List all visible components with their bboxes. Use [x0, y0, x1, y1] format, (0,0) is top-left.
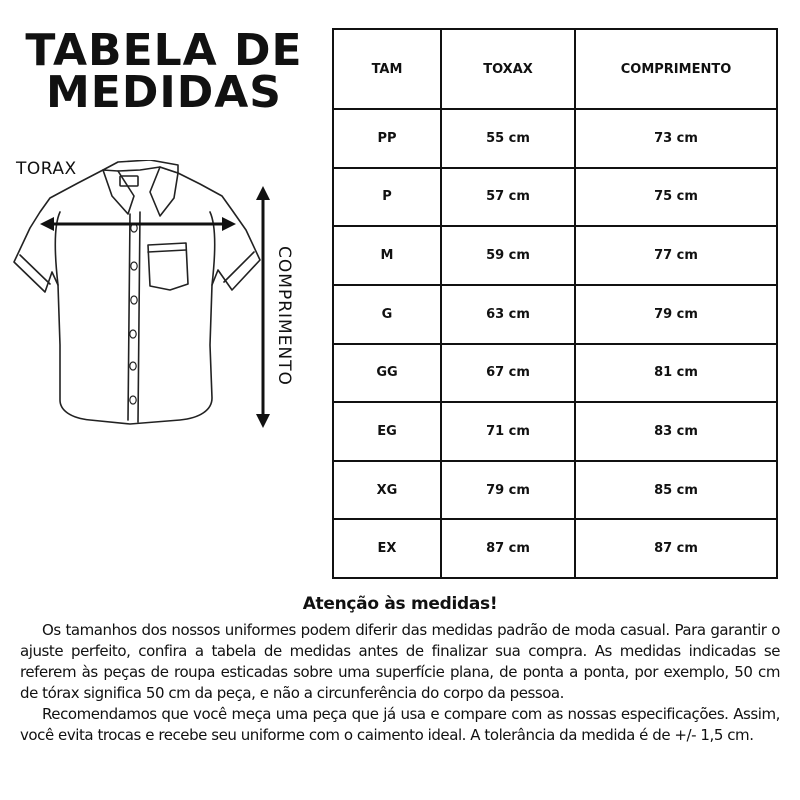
table-row: [333, 461, 777, 520]
cell-torax: 71 cm: [441, 402, 575, 461]
cell-size: XG: [333, 461, 441, 520]
cell-size: EG: [333, 402, 441, 461]
cell-size: PP: [333, 109, 441, 168]
cell-comprimento: 87 cm: [575, 519, 777, 578]
cell-torax: 59 cm: [441, 226, 575, 285]
table-row: [333, 519, 777, 578]
notice-body: [20, 620, 780, 746]
table-row: [333, 402, 777, 461]
cell-torax: 55 cm: [441, 109, 575, 168]
cell-comprimento: 79 cm: [575, 285, 777, 344]
notice-paragraph-2: Recomendamos que você meça uma peça que já usa e compare com as nossas especificações. Assim, você evita trocas e recebe seu uniforme com o caimento ideal. A tolerância da medida é de +/- 1,5 cm.: [20, 705, 780, 744]
comprimento-label: COMPRIMENTO: [274, 246, 294, 386]
cell-size: EX: [333, 519, 441, 578]
notice-title: Atenção às medidas!: [302, 594, 498, 614]
cell-torax: 79 cm: [441, 461, 575, 520]
cell-torax: 57 cm: [441, 168, 575, 227]
cell-comprimento: 81 cm: [575, 344, 777, 403]
table-header-row: [333, 29, 777, 109]
cell-size: P: [333, 168, 441, 227]
shirt-icon: [0, 160, 300, 460]
table-row: [333, 168, 777, 227]
page-title: [14, 25, 314, 118]
title-line-1: TABELA DE: [25, 25, 303, 76]
size-table: [332, 28, 778, 579]
table-row: [333, 285, 777, 344]
torax-label: TORAX: [16, 159, 77, 179]
cell-torax: 63 cm: [441, 285, 575, 344]
title-line-2: MEDIDAS: [45, 67, 282, 118]
cell-torax: 87 cm: [441, 519, 575, 578]
table-row: [333, 109, 777, 168]
table-row: [333, 226, 777, 285]
notice-paragraph-1: Os tamanhos dos nossos uniformes podem diferir das medidas padrão de moda casual. Para garantir o ajuste perfeito, confira a tabela de medidas antes de finalizar sua compra. As medidas indicadas se referem às peças de roupa esticadas sobre uma superfície plana, de ponta a ponta, por exemplo, 50 cm de tórax significa 50 cm da peça, e não a circunferência do corpo da pessoa.: [20, 621, 780, 702]
header-toxax: TOXAX: [441, 29, 575, 109]
cell-size: G: [333, 285, 441, 344]
header-tam: TAM: [333, 29, 441, 109]
cell-torax: 67 cm: [441, 344, 575, 403]
header-comprimento: COMPRIMENTO: [575, 29, 777, 109]
cell-comprimento: 83 cm: [575, 402, 777, 461]
cell-comprimento: 75 cm: [575, 168, 777, 227]
cell-comprimento: 77 cm: [575, 226, 777, 285]
cell-comprimento: 85 cm: [575, 461, 777, 520]
cell-size: GG: [333, 344, 441, 403]
cell-comprimento: 73 cm: [575, 109, 777, 168]
table-row: [333, 344, 777, 403]
cell-size: M: [333, 226, 441, 285]
